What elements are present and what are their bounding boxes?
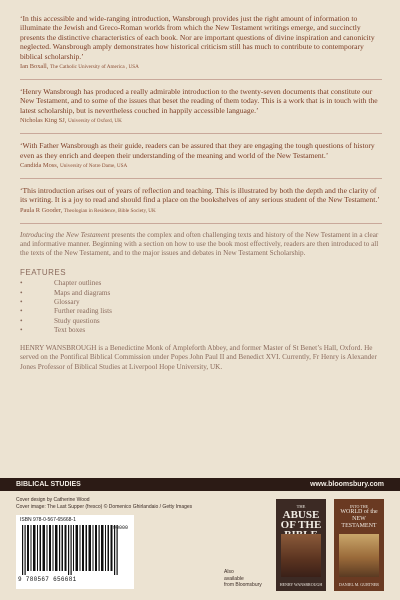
quote-text: ‘With Father Wansbrough as their guide, readers can be assured that they are engaging the tough questions of history even as they enrich and deepen their understanding of the meaning and world of the New Testament.’ (20, 141, 375, 160)
bullet-icon: • (20, 298, 23, 307)
reviewer-affiliation: University of Oxford, UK (67, 118, 122, 125)
feature-item (20, 326, 382, 335)
quote-attribution (20, 206, 382, 216)
bullet-icon: • (20, 279, 23, 288)
cover-footer (0, 491, 400, 600)
related-book-cover[interactable] (276, 499, 326, 591)
quote-attribution (20, 161, 382, 171)
also-line: Also (224, 569, 234, 575)
category-bar (0, 478, 400, 491)
book-author: DANIEL M. GURTNER (339, 582, 379, 587)
bullet-icon: • (20, 288, 23, 297)
category-label: BIBLICAL STUDIES (16, 481, 81, 488)
also-available-label (224, 569, 262, 589)
quote-attribution (20, 62, 382, 72)
feature-item (20, 279, 382, 288)
price-code: 90000 (112, 525, 128, 531)
isbn-text: ISBN 978-0-567-65668-1 (20, 517, 76, 523)
divider (20, 178, 382, 179)
book-cover-artwork (281, 534, 321, 577)
book-title: WORLD of the NEW TESTAMENT (340, 509, 378, 529)
design-credit: Cover design by Catherine Wood (16, 497, 90, 503)
feature-item (20, 298, 382, 307)
quote-attribution (20, 116, 382, 126)
reviewer-name: Paula R Gooder, (20, 206, 63, 214)
feature-item (20, 289, 382, 298)
book-description (20, 231, 382, 259)
bullet-icon: • (20, 316, 23, 325)
bullet-icon: • (20, 307, 23, 316)
feature-label: Further reading lists (54, 307, 112, 316)
feature-label: Chapter outlines (54, 279, 102, 288)
barcode-icon (20, 525, 130, 575)
book-author: HENRY WANSBROUGH (279, 582, 323, 587)
quote-text: ‘In this accessible and wide-ranging introduction, Wansbrough provides just the right amount of information to illuminate the Jewish and Greco-Roman worlds from which the New Testament writings emerge, and succinctly presents the distinctive characteristics of each book. Nor are important questions of divine inspiration and canonicity neglected. Wansbrough amply demonstrates how historical criticism still has much to contribute to contemporary biblical scholarship.’ (20, 14, 375, 61)
cover-credits (16, 497, 192, 510)
book-cover-artwork (339, 534, 379, 577)
review-quote (20, 141, 382, 171)
back-cover-content (20, 14, 382, 372)
review-quote (20, 186, 382, 216)
feature-label: Glossary (54, 298, 80, 307)
book-top-text: THE (296, 504, 306, 509)
reviewer-affiliation: University of Notre Dame, USA (59, 163, 128, 170)
feature-item (20, 307, 382, 316)
bullet-icon: • (20, 325, 23, 334)
features-list (20, 279, 382, 335)
review-quote (20, 14, 382, 72)
related-book-cover[interactable] (334, 499, 384, 591)
barcode-label (16, 515, 134, 589)
feature-label: Study questions (54, 316, 100, 325)
book-title: ABUSE OF THE (280, 509, 322, 531)
image-credit: Cover image: The Last Supper (fresco) © Domenico Ghirlandaio / Getty Images (16, 503, 193, 510)
reviewer-affiliation: The Catholic University of America , USA (50, 64, 139, 71)
barcode-number: 9 780567 656681 (18, 576, 77, 583)
author-bio: HENRY WANSBROUGH is a Benedictine Monk of Ampleforth Abbey, and former Master of St Benet’s Hall, Oxford. He served on the Pontifical Biblical Commission under Popes John Paul II and Benedict XVI. Currently, Fr Henry is Alexander Jones Professor of Biblical Studies at Liverpool Hope University, UK. (20, 344, 377, 371)
reviewer-name: Candida Moss, (20, 162, 59, 170)
reviewer-name: Nicholas King SJ, (20, 117, 67, 125)
also-line: available (224, 575, 244, 582)
review-quote (20, 87, 382, 126)
reviewer-name: Ian Boxall, (20, 63, 49, 71)
description-text: presents the complex and often challenging texts and history of the New Testament in a clear and informative manner. Beginning with a section on how to use the book most effectively, readers are then introduced to all the texts of the New Testament, and to the major issues and debates in New Testament Scholarship. (20, 230, 379, 258)
quote-text: ‘Henry Wansbrough has produced a really admirable introduction to the twenty-seven documents that constitute our New Testament, and to some of the issues that beset the reading of them today. This is a work that is in touch with the latest scholarship, but is nevertheless couched in happily accessible language.’ (20, 87, 378, 115)
divider (20, 79, 382, 80)
reviewer-affiliation: Theologian in Residence, Bible Society, UK (63, 207, 156, 214)
book-title-italic: Introducing the New Testament (20, 230, 110, 239)
feature-label: Maps and diagrams (54, 288, 111, 297)
publisher-url[interactable]: www.bloomsbury.com (310, 481, 384, 488)
book-top-text: INTO THE (349, 504, 369, 509)
quote-text: ‘This introduction arises out of years of reflection and teaching. This is illustrated by both the depth and the clarity of its writing. It is a joy to read and should find a place on the bookshelves of any serious student of the New Testament.’ (20, 186, 380, 205)
feature-item (20, 317, 382, 326)
divider (20, 223, 382, 224)
also-line: from Bloomsbury (224, 582, 262, 588)
feature-label: Text boxes (54, 325, 86, 334)
divider (20, 133, 382, 134)
features-heading: FEATURES (20, 268, 67, 278)
